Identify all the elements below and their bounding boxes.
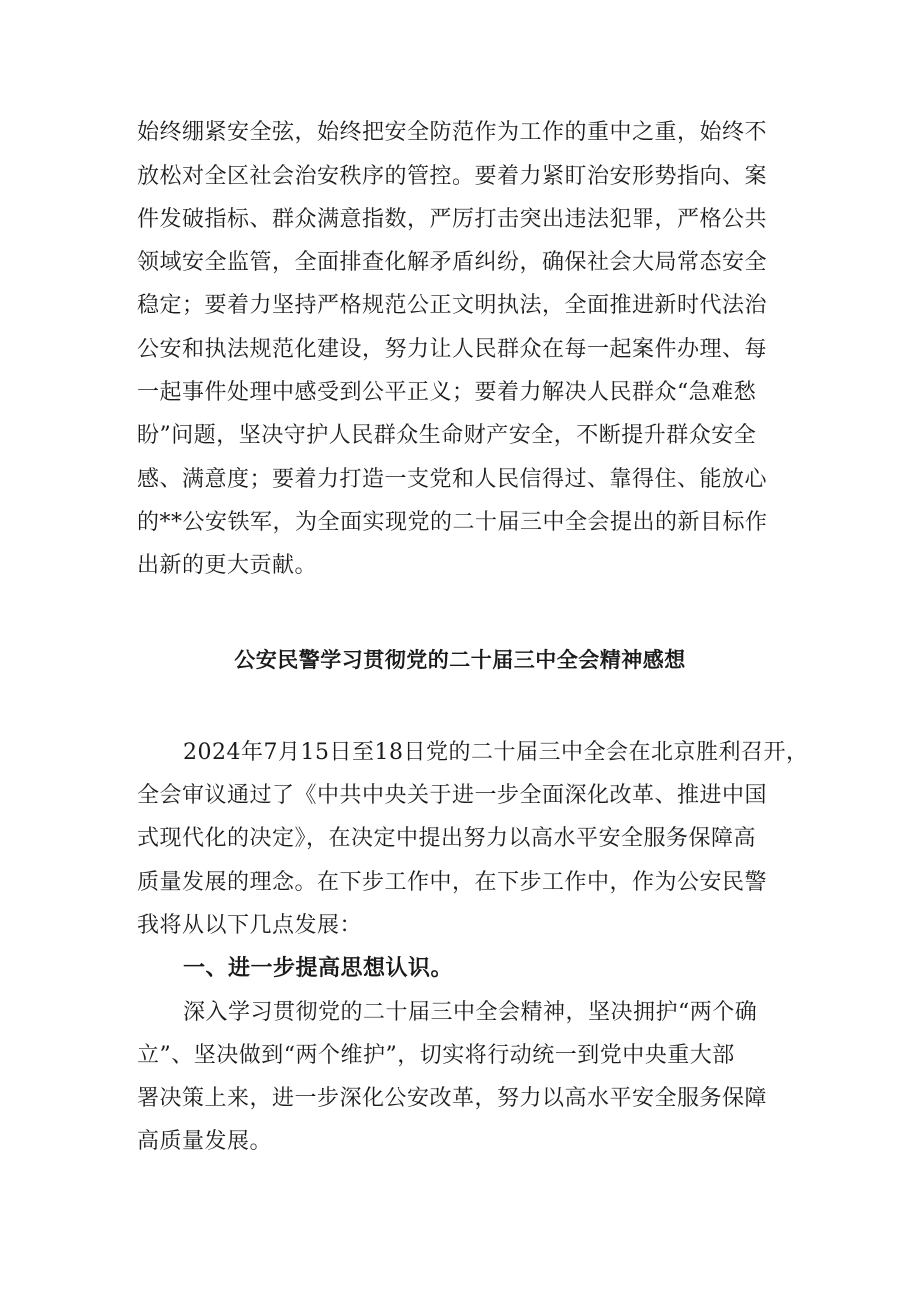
paragraph-line: 一起事件处理中感受到公平正义；要着力解决人民群众“急难愁 — [137, 380, 757, 405]
paragraph-line: 稳定；要着力坚持严格规范公正文明执法，全面推进新时代法治 — [137, 293, 768, 318]
paragraph-line: 出新的更大贡献。 — [137, 553, 318, 578]
paragraph-line: 盼”问题，坚决守护人民群众生命财产安全，不断提升群众安全 — [137, 423, 757, 448]
subheading: 一、进一步提高思想认识。 — [183, 956, 454, 981]
paragraph-line: 放松对全区社会治安秩序的管控。要着力紧盯治安形势指向、案 — [137, 164, 768, 189]
paragraph-line: 高质量发展。 — [137, 1129, 273, 1154]
paragraph-line: 全会审议通过了《中共中央关于进一步全面深化改革、推进中国 — [137, 783, 768, 808]
paragraph-line: 质量发展的理念。在下步工作中，在下步工作中，作为公安民警 — [137, 870, 768, 895]
paragraph-line: 2024年7月15日至18日党的二十届三中全会在北京胜利召开， — [183, 740, 809, 765]
paragraph-line: 式现代化的决定》，在决定中提出努力以高水平安全服务保障高 — [137, 826, 757, 851]
paragraph-line: 领域安全监管，全面排查化解矛盾纠纷，确保社会大局常态安全 — [137, 250, 768, 275]
paragraph-line: 的**公安铁军，为全面实现党的二十届三中全会提出的新目标作 — [137, 510, 768, 535]
paragraph-line: 件发破指标、群众满意指数，严厉打击突出违法犯罪，严格公共 — [137, 207, 768, 232]
paragraph-line: 署决策上来，进一步深化公安改革，努力以高水平安全服务保障 — [137, 1086, 768, 1111]
paragraph-line: 立”、坚决做到“两个维护”，切实将行动统一到党中央重大部 — [137, 1043, 735, 1068]
paragraph-line: 始终绷紧安全弦，始终把安全防范作为工作的重中之重，始终不 — [137, 120, 768, 145]
paragraph-line: 公安和执法规范化建设，努力让人民群众在每一起案件办理、每 — [137, 337, 768, 362]
paragraph-line: 深入学习贯彻党的二十届三中全会精神，坚决拥护“两个确 — [183, 1000, 758, 1025]
paragraph-line: 我将从以下几点发展： — [137, 913, 363, 938]
section-title: 公安民警学习贯彻党的二十届三中全会精神感想 — [234, 648, 686, 672]
paragraph-line: 感、满意度；要着力打造一支党和人民信得过、靠得住、能放心 — [137, 467, 768, 492]
